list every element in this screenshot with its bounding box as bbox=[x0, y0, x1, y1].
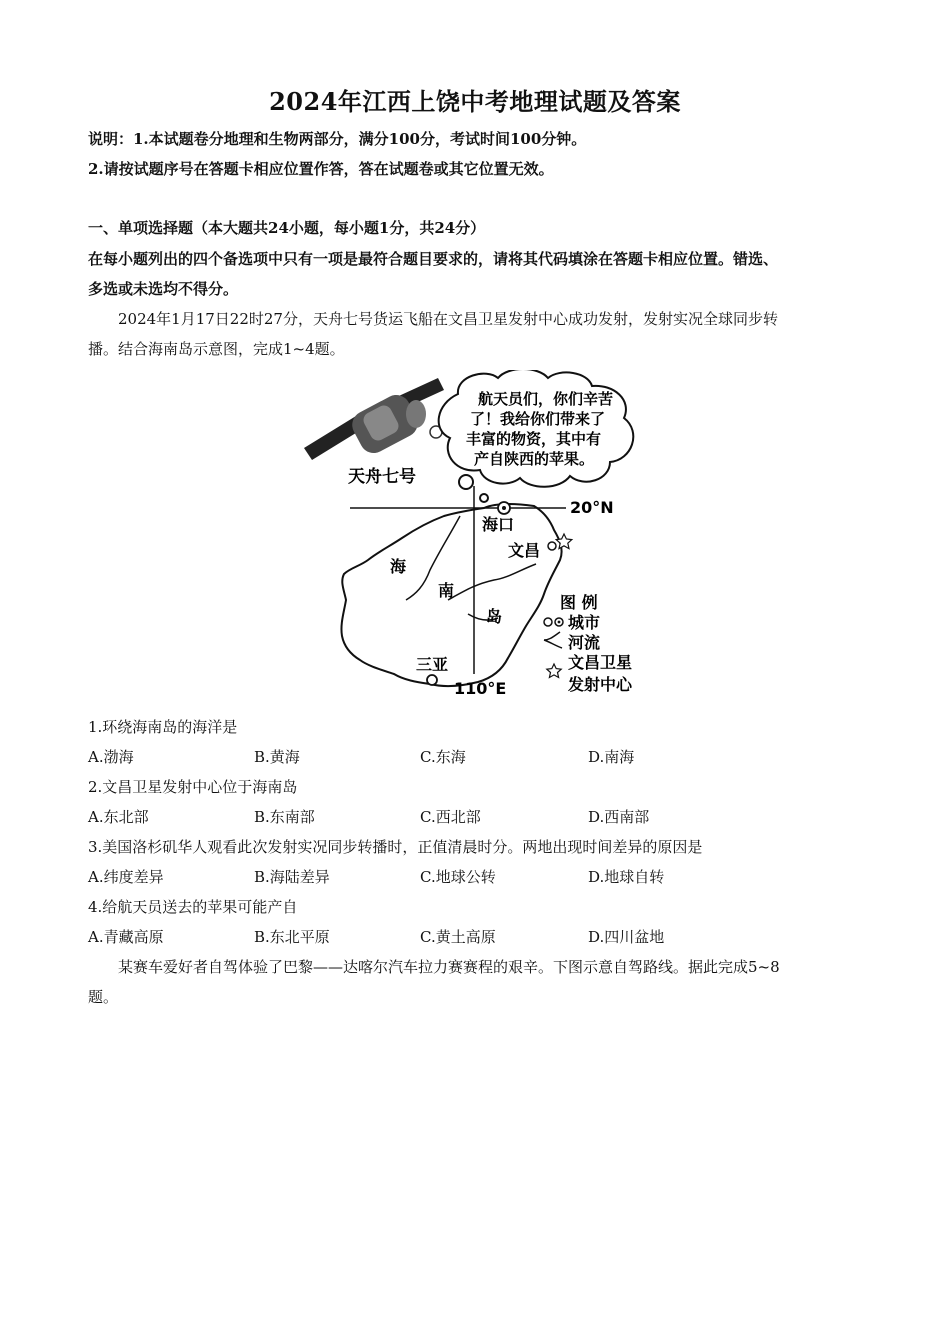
question-1-option-d: D.南海 bbox=[588, 748, 635, 766]
legend-star-icon bbox=[547, 664, 561, 678]
question-2-option-d: D.西南部 bbox=[588, 808, 650, 826]
latitude-label: 20°N bbox=[570, 498, 614, 517]
question-1-option-b: B.黄海 bbox=[254, 748, 300, 766]
wenchang-city-marker bbox=[548, 542, 556, 550]
question-4-stem: 4.给航天员送去的苹果可能产自 bbox=[88, 898, 298, 916]
intro-2-line-1: 某赛车爱好者自驾体验了巴黎——达喀尔汽车拉力赛赛程的艰辛。下图示意自驾路线。据此完成5~8 bbox=[118, 958, 780, 976]
spacecraft-illustration bbox=[304, 378, 444, 460]
bubble-line-1: 航天员们，你们辛苦 bbox=[478, 390, 614, 408]
hainan-island-figure bbox=[298, 370, 658, 705]
note-1: 说明：1.本试题卷分地理和生物两部分，满分100分，考试时间100分钟。 bbox=[88, 130, 587, 148]
question-3-option-d: D.地球自转 bbox=[588, 868, 665, 886]
question-4-option-d: D.四川盆地 bbox=[588, 928, 665, 946]
legend-river-icon bbox=[544, 632, 562, 648]
question-4-option-a: A.青藏高原 bbox=[88, 928, 164, 946]
section-heading: 一、单项选择题（本大题共24小题，每小题1分，共24分） bbox=[88, 219, 486, 237]
intro-2-line-2: 题。 bbox=[88, 988, 119, 1006]
island-char-2: 南 bbox=[438, 581, 455, 600]
question-2-option-a: A.东北部 bbox=[88, 808, 149, 826]
island-char-1: 海 bbox=[390, 557, 407, 576]
question-3-option-b: B.海陆差异 bbox=[254, 868, 330, 886]
question-3-option-a: A.纬度差异 bbox=[88, 868, 164, 886]
legend-city-icon bbox=[544, 618, 552, 626]
legend-item-launch-2: 发射中心 bbox=[568, 675, 633, 694]
section-instructions-line-2: 多选或未选均不得分。 bbox=[88, 280, 239, 298]
question-1-stem: 1.环绕海南岛的海洋是 bbox=[88, 718, 238, 736]
page-title: 2024年江西上饶中考地理试题及答案 bbox=[269, 87, 681, 116]
city-label-haikou: 海口 bbox=[482, 515, 515, 534]
city-label-wenchang: 文昌 bbox=[508, 541, 541, 560]
longitude-label: 110°E bbox=[454, 679, 507, 698]
intro-1-line-1: 2024年1月17日22时27分，天舟七号货运飞船在文昌卫星发射中心成功发射，发射实况全球同步转 bbox=[118, 310, 778, 328]
bubble-line-3: 丰富的物资，其中有 bbox=[466, 430, 602, 448]
launch-center-star-icon bbox=[556, 534, 572, 549]
question-2-option-c: C.西北部 bbox=[420, 808, 481, 826]
legend-item-city: 城市 bbox=[568, 613, 601, 632]
question-3-option-c: C.地球公转 bbox=[420, 868, 496, 886]
city-label-sanya: 三亚 bbox=[416, 655, 449, 674]
intro-1-line-2: 播。结合海南岛示意图，完成1~4题。 bbox=[88, 340, 345, 358]
bubble-line-2: 了！我给你们带来了 bbox=[470, 410, 606, 428]
question-2-option-b: B.东南部 bbox=[254, 808, 315, 826]
legend-item-river: 河流 bbox=[568, 633, 601, 652]
question-1-option-c: C.东海 bbox=[420, 748, 466, 766]
question-4-option-c: C.黄土高原 bbox=[420, 928, 496, 946]
question-2-stem: 2.文昌卫星发射中心位于海南岛 bbox=[88, 778, 298, 796]
bubble-line-4: 产自陕西的苹果。 bbox=[474, 450, 595, 468]
section-instructions-line-1: 在每小题列出的四个备选项中只有一项是最符合题目要求的，请将其代码填涂在答题卡相应位置。错选、 bbox=[88, 250, 779, 268]
spacecraft-label: 天舟七号 bbox=[348, 467, 416, 487]
question-4-option-b: B.东北平原 bbox=[254, 928, 330, 946]
legend-item-launch-1: 文昌卫星 bbox=[568, 653, 633, 672]
note-2: 2.请按试题序号在答题卡相应位置作答，答在试题卷或其它位置无效。 bbox=[88, 160, 554, 178]
question-1-option-a: A.渤海 bbox=[88, 748, 134, 766]
island-char-3: 岛 bbox=[486, 607, 503, 626]
legend-title: 图 例 bbox=[560, 593, 598, 612]
question-3-stem: 3.美国洛杉矶华人观看此次发射实况同步转播时，正值清晨时分。两地出现时间差异的原因是 bbox=[88, 838, 703, 856]
sanya-city-marker bbox=[427, 675, 437, 685]
map-legend bbox=[544, 593, 633, 694]
